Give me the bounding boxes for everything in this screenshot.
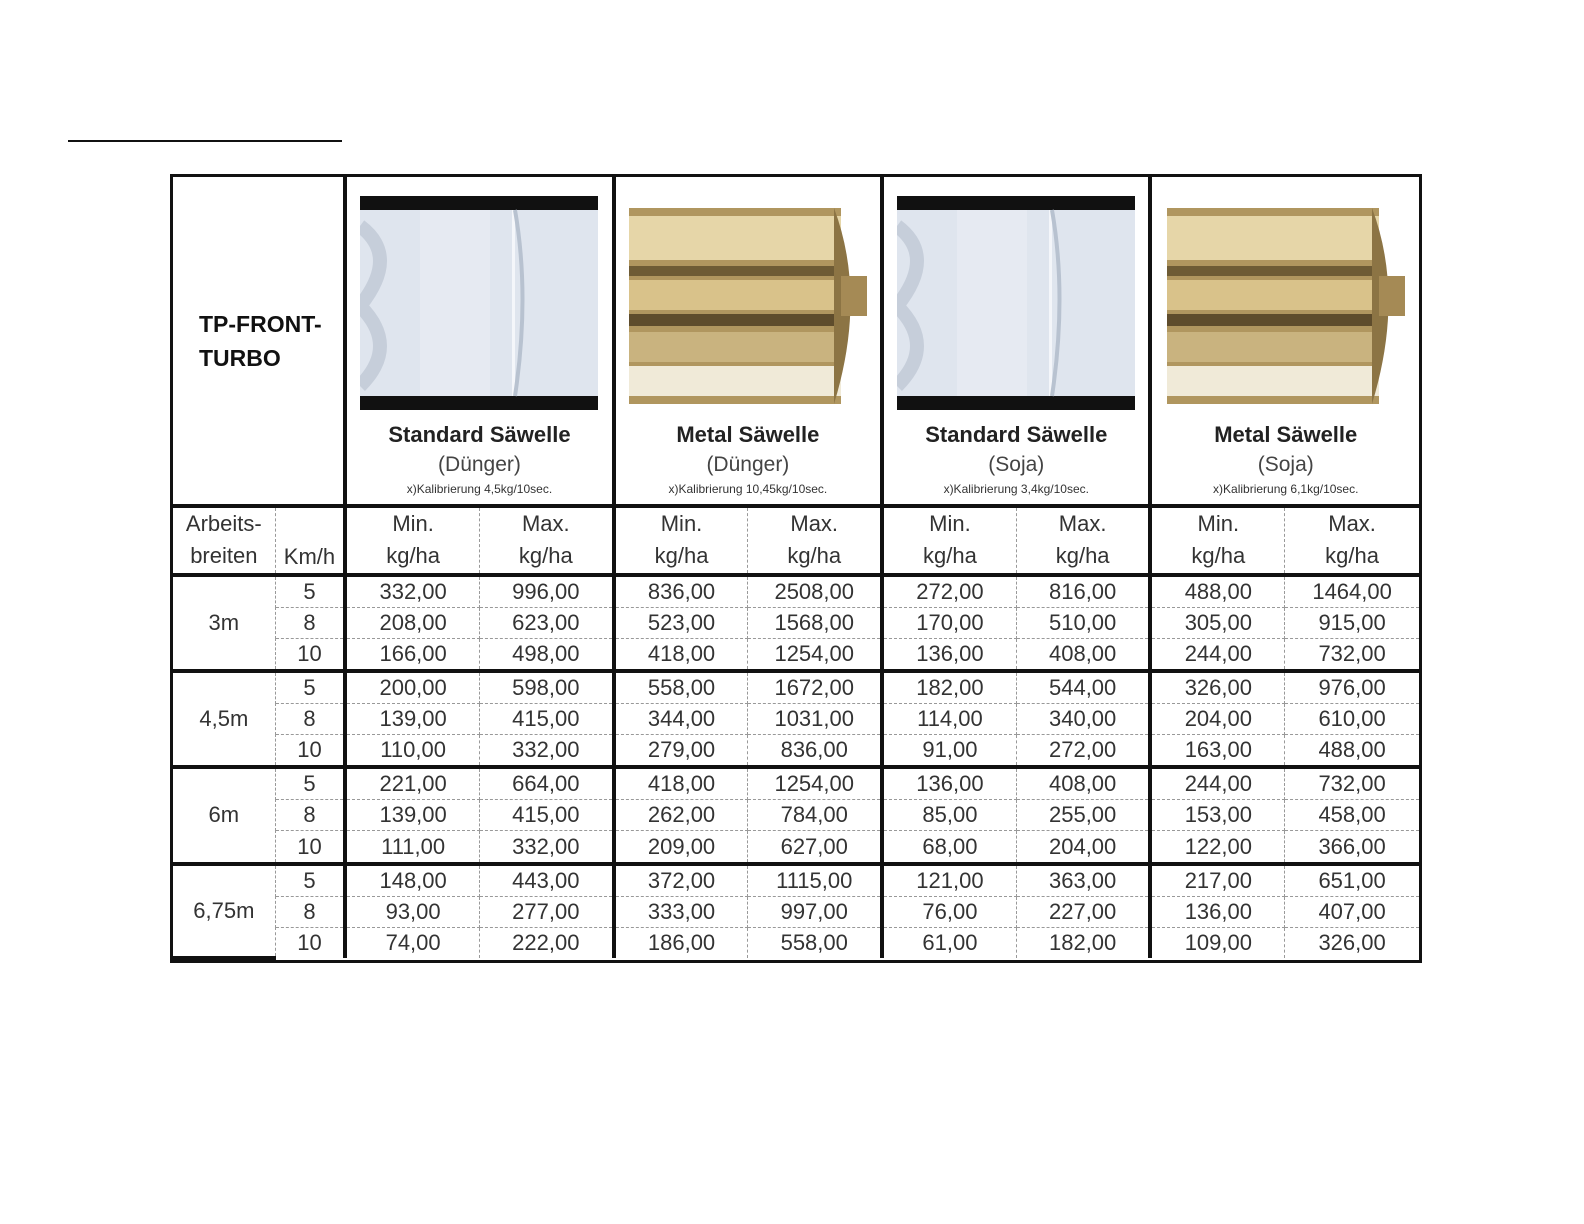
column-material: (Soja) bbox=[988, 453, 1045, 477]
column-name: Metal Säwelle bbox=[1214, 422, 1358, 448]
min-rate-cell: 122,00 bbox=[1150, 831, 1284, 864]
max-rate-cell: 272,00 bbox=[1016, 735, 1150, 768]
min-rate-cell: 208,00 bbox=[345, 607, 479, 638]
max-header: Max. kg/ha bbox=[479, 506, 613, 574]
working-width-cell: 3m bbox=[173, 575, 275, 671]
white-roller-photo bbox=[897, 196, 1135, 410]
max-rate-cell: 976,00 bbox=[1285, 671, 1419, 704]
min-rate-cell: 244,00 bbox=[1150, 767, 1284, 800]
min-rate-cell: 76,00 bbox=[882, 896, 1016, 927]
max-rate-cell: 363,00 bbox=[1016, 864, 1150, 897]
max-rate-cell: 222,00 bbox=[479, 927, 613, 958]
min-rate-cell: 418,00 bbox=[614, 638, 748, 671]
max-rate-cell: 1568,00 bbox=[748, 607, 882, 638]
max-rate-cell: 407,00 bbox=[1285, 896, 1419, 927]
min-rate-cell: 148,00 bbox=[345, 864, 479, 897]
table-row bbox=[173, 607, 1419, 638]
min-rate-cell: 91,00 bbox=[882, 735, 1016, 768]
column-material: (Soja) bbox=[1257, 453, 1314, 477]
column-header-standard-soja bbox=[882, 177, 1150, 506]
column-header-metal-duenger bbox=[614, 177, 882, 506]
min-rate-cell: 111,00 bbox=[345, 831, 479, 864]
column-calibration: x)Kalibrierung 6,1kg/10sec. bbox=[1213, 482, 1359, 497]
min-rate-cell: 418,00 bbox=[614, 767, 748, 800]
rate-table-frame bbox=[170, 174, 1422, 963]
max-rate-cell: 627,00 bbox=[748, 831, 882, 864]
max-rate-cell: 488,00 bbox=[1285, 735, 1419, 768]
subheader-row bbox=[173, 506, 1419, 574]
min-rate-cell: 74,00 bbox=[345, 927, 479, 958]
min-rate-cell: 136,00 bbox=[882, 638, 1016, 671]
max-rate-cell: 664,00 bbox=[479, 767, 613, 800]
max-rate-cell: 408,00 bbox=[1016, 638, 1150, 671]
max-rate-cell: 1254,00 bbox=[748, 638, 882, 671]
max-rate-cell: 1254,00 bbox=[748, 767, 882, 800]
seeding-rate-table bbox=[173, 177, 1419, 960]
max-header: Max. kg/ha bbox=[1016, 506, 1150, 574]
title-line-1: TP-FRONT- bbox=[199, 310, 322, 337]
speed-cell: 8 bbox=[275, 607, 345, 638]
table-title bbox=[173, 177, 345, 506]
min-rate-cell: 110,00 bbox=[345, 735, 479, 768]
max-rate-cell: 415,00 bbox=[479, 703, 613, 734]
max-rate-cell: 598,00 bbox=[479, 671, 613, 704]
white-roller-photo bbox=[360, 196, 598, 410]
max-rate-cell: 498,00 bbox=[479, 638, 613, 671]
min-rate-cell: 121,00 bbox=[882, 864, 1016, 897]
min-header: Min. kg/ha bbox=[345, 506, 479, 574]
width-header: Arbeits- breiten bbox=[173, 506, 275, 574]
max-rate-cell: 510,00 bbox=[1016, 607, 1150, 638]
min-rate-cell: 109,00 bbox=[1150, 927, 1284, 958]
max-rate-cell: 255,00 bbox=[1016, 800, 1150, 831]
max-rate-cell: 2508,00 bbox=[748, 575, 882, 608]
max-rate-cell: 544,00 bbox=[1016, 671, 1150, 704]
min-rate-cell: 332,00 bbox=[345, 575, 479, 608]
min-rate-cell: 170,00 bbox=[882, 607, 1016, 638]
table-row bbox=[173, 703, 1419, 734]
column-header-standard-duenger bbox=[345, 177, 613, 506]
column-name: Metal Säwelle bbox=[676, 422, 820, 448]
table-row bbox=[173, 671, 1419, 704]
max-rate-cell: 610,00 bbox=[1285, 703, 1419, 734]
min-rate-cell: 204,00 bbox=[1150, 703, 1284, 734]
working-width-cell: 4,5m bbox=[173, 671, 275, 767]
min-rate-cell: 209,00 bbox=[614, 831, 748, 864]
speed-cell: 10 bbox=[275, 831, 345, 864]
max-rate-cell: 332,00 bbox=[479, 831, 613, 864]
working-width-cell: 6m bbox=[173, 767, 275, 863]
min-rate-cell: 262,00 bbox=[614, 800, 748, 831]
metal-roller-photo bbox=[1167, 196, 1405, 410]
min-rate-cell: 217,00 bbox=[1150, 864, 1284, 897]
column-material: (Dünger) bbox=[706, 453, 790, 477]
speed-cell: 10 bbox=[275, 927, 345, 958]
min-rate-cell: 523,00 bbox=[614, 607, 748, 638]
min-rate-cell: 68,00 bbox=[882, 831, 1016, 864]
speed-cell: 5 bbox=[275, 767, 345, 800]
min-rate-cell: 326,00 bbox=[1150, 671, 1284, 704]
min-rate-cell: 136,00 bbox=[882, 767, 1016, 800]
min-rate-cell: 136,00 bbox=[1150, 896, 1284, 927]
min-rate-cell: 200,00 bbox=[345, 671, 479, 704]
min-rate-cell: 244,00 bbox=[1150, 638, 1284, 671]
min-rate-cell: 61,00 bbox=[882, 927, 1016, 958]
table-row bbox=[173, 927, 1419, 958]
max-rate-cell: 408,00 bbox=[1016, 767, 1150, 800]
column-material: (Dünger) bbox=[438, 453, 521, 477]
min-rate-cell: 85,00 bbox=[882, 800, 1016, 831]
table-row bbox=[173, 767, 1419, 800]
max-rate-cell: 1672,00 bbox=[748, 671, 882, 704]
speed-cell: 8 bbox=[275, 703, 345, 734]
max-rate-cell: 182,00 bbox=[1016, 927, 1150, 958]
max-rate-cell: 227,00 bbox=[1016, 896, 1150, 927]
min-rate-cell: 182,00 bbox=[882, 671, 1016, 704]
max-rate-cell: 732,00 bbox=[1285, 638, 1419, 671]
speed-cell: 8 bbox=[275, 800, 345, 831]
max-rate-cell: 366,00 bbox=[1285, 831, 1419, 864]
max-rate-cell: 651,00 bbox=[1285, 864, 1419, 897]
speed-cell: 5 bbox=[275, 864, 345, 897]
min-rate-cell: 93,00 bbox=[345, 896, 479, 927]
min-rate-cell: 163,00 bbox=[1150, 735, 1284, 768]
table-row bbox=[173, 638, 1419, 671]
column-header-metal-soja bbox=[1150, 177, 1419, 506]
speed-cell: 10 bbox=[275, 638, 345, 671]
min-rate-cell: 114,00 bbox=[882, 703, 1016, 734]
column-name: Standard Säwelle bbox=[388, 422, 571, 448]
min-rate-cell: 139,00 bbox=[345, 800, 479, 831]
header-row bbox=[173, 177, 1419, 506]
speed-cell: 5 bbox=[275, 575, 345, 608]
min-rate-cell: 305,00 bbox=[1150, 607, 1284, 638]
speed-cell: 5 bbox=[275, 671, 345, 704]
speed-cell: 8 bbox=[275, 896, 345, 927]
column-calibration: x)Kalibrierung 3,4kg/10sec. bbox=[943, 482, 1089, 497]
max-rate-cell: 340,00 bbox=[1016, 703, 1150, 734]
min-rate-cell: 344,00 bbox=[614, 703, 748, 734]
table-row bbox=[173, 831, 1419, 864]
min-header: Min. kg/ha bbox=[882, 506, 1016, 574]
max-rate-cell: 996,00 bbox=[479, 575, 613, 608]
max-rate-cell: 816,00 bbox=[1016, 575, 1150, 608]
min-rate-cell: 488,00 bbox=[1150, 575, 1284, 608]
min-header: Min. kg/ha bbox=[1150, 506, 1284, 574]
max-rate-cell: 443,00 bbox=[479, 864, 613, 897]
min-header: Min. kg/ha bbox=[614, 506, 748, 574]
max-rate-cell: 623,00 bbox=[479, 607, 613, 638]
max-rate-cell: 784,00 bbox=[748, 800, 882, 831]
min-rate-cell: 372,00 bbox=[614, 864, 748, 897]
max-rate-cell: 558,00 bbox=[748, 927, 882, 958]
min-rate-cell: 279,00 bbox=[614, 735, 748, 768]
max-rate-cell: 836,00 bbox=[748, 735, 882, 768]
column-calibration: x)Kalibrierung 10,45kg/10sec. bbox=[668, 482, 828, 497]
max-rate-cell: 997,00 bbox=[748, 896, 882, 927]
max-header: Max. kg/ha bbox=[748, 506, 882, 574]
min-rate-cell: 836,00 bbox=[614, 575, 748, 608]
table-row bbox=[173, 575, 1419, 608]
max-rate-cell: 1464,00 bbox=[1285, 575, 1419, 608]
table-row bbox=[173, 800, 1419, 831]
column-name: Standard Säwelle bbox=[925, 422, 1108, 448]
max-rate-cell: 277,00 bbox=[479, 896, 613, 927]
max-rate-cell: 1031,00 bbox=[748, 703, 882, 734]
column-calibration: x)Kalibrierung 4,5kg/10sec. bbox=[406, 482, 553, 497]
max-rate-cell: 1115,00 bbox=[748, 864, 882, 897]
min-rate-cell: 153,00 bbox=[1150, 800, 1284, 831]
table-row bbox=[173, 735, 1419, 768]
table-row bbox=[173, 896, 1419, 927]
min-rate-cell: 139,00 bbox=[345, 703, 479, 734]
max-rate-cell: 458,00 bbox=[1285, 800, 1419, 831]
title-line-2: TURBO bbox=[199, 344, 281, 371]
max-rate-cell: 204,00 bbox=[1016, 831, 1150, 864]
working-width-cell: 6,75m bbox=[173, 864, 275, 958]
max-rate-cell: 326,00 bbox=[1318, 929, 1386, 955]
speed-cell: 10 bbox=[275, 735, 345, 768]
max-rate-cell: 332,00 bbox=[479, 735, 613, 768]
max-rate-cell: 732,00 bbox=[1285, 767, 1419, 800]
min-rate-cell: 272,00 bbox=[882, 575, 1016, 608]
metal-roller-photo bbox=[629, 196, 867, 410]
max-rate-cell: 415,00 bbox=[479, 800, 613, 831]
min-rate-cell: 333,00 bbox=[614, 896, 748, 927]
table-row bbox=[173, 864, 1419, 897]
min-rate-cell: 186,00 bbox=[614, 927, 748, 958]
top-rule bbox=[68, 140, 342, 142]
min-rate-cell: 558,00 bbox=[614, 671, 748, 704]
speed-header: Km/h bbox=[275, 506, 345, 574]
min-rate-cell: 221,00 bbox=[345, 767, 479, 800]
min-rate-cell: 166,00 bbox=[345, 638, 479, 671]
max-rate-cell: 915,00 bbox=[1285, 607, 1419, 638]
max-header: Max. kg/ha bbox=[1285, 506, 1419, 574]
